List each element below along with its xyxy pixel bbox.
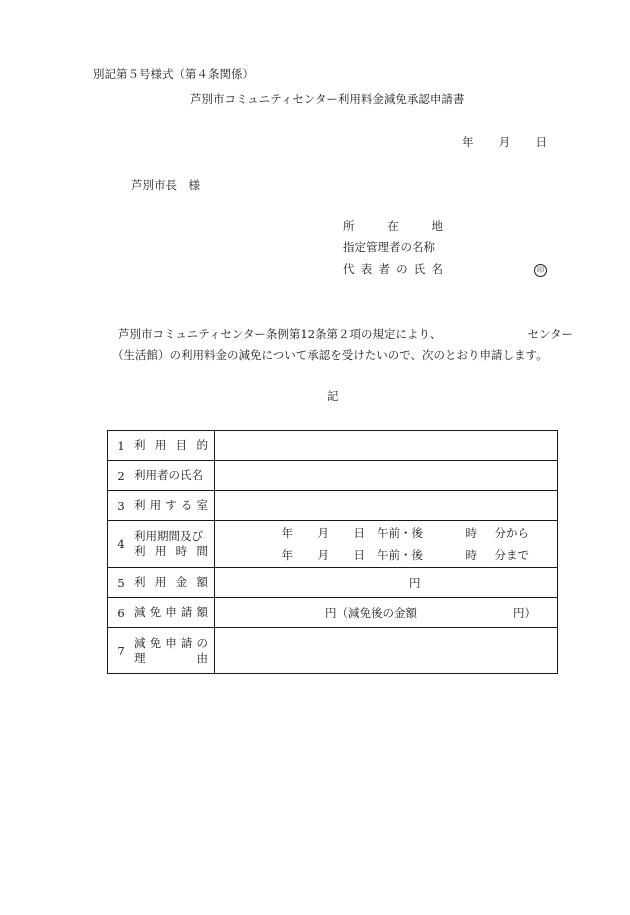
body-line-1-left: 芦別市コミュニティセンター条例第12条第２項の規定により、 bbox=[118, 327, 442, 341]
char: る bbox=[180, 498, 193, 512]
char: 用 bbox=[154, 438, 167, 452]
char: 地 bbox=[431, 219, 443, 233]
char: 減 bbox=[134, 605, 146, 619]
table-row bbox=[108, 431, 558, 461]
application-table bbox=[107, 430, 558, 674]
period-from-row bbox=[215, 522, 557, 544]
char: 室 bbox=[196, 498, 208, 512]
table-row bbox=[108, 568, 558, 598]
row-label bbox=[108, 598, 215, 628]
char: す bbox=[165, 498, 177, 512]
date-year: 年 bbox=[462, 135, 474, 149]
char: 理 bbox=[134, 650, 146, 665]
period-from: 分から bbox=[494, 526, 529, 540]
applicant-representative-label bbox=[343, 264, 443, 277]
period-to: 分まで bbox=[494, 548, 529, 562]
char: 申 bbox=[165, 635, 177, 650]
row-number: 5 bbox=[117, 575, 125, 590]
table-row bbox=[108, 521, 558, 568]
char: 用 bbox=[149, 498, 162, 512]
applicant-representative-row bbox=[343, 264, 547, 277]
row-number: 6 bbox=[117, 605, 125, 620]
period-to-row bbox=[215, 544, 557, 566]
date-day: 日 bbox=[535, 135, 547, 149]
row-label bbox=[108, 461, 215, 491]
char: 所 bbox=[343, 219, 355, 233]
row-label-text: 利用期間及び bbox=[134, 529, 203, 543]
char: 用 bbox=[154, 575, 167, 589]
table-row bbox=[108, 628, 558, 674]
form-number: 別記第５号様式（第４条関係） bbox=[93, 67, 254, 81]
char: 間 bbox=[196, 544, 208, 558]
char: 額 bbox=[196, 605, 208, 619]
document-title: 芦別市コミュニティセンター利用料金減免承認申請書 bbox=[190, 92, 465, 106]
char: 額 bbox=[196, 575, 208, 589]
char: 由 bbox=[196, 650, 208, 665]
char: 用 bbox=[154, 544, 167, 558]
row-number: 3 bbox=[117, 498, 125, 513]
date-month: 月 bbox=[498, 135, 511, 149]
char: 時 bbox=[175, 544, 188, 558]
row-label bbox=[108, 628, 215, 674]
row-number: 1 bbox=[117, 438, 125, 453]
period-year: 年 bbox=[281, 548, 293, 562]
char: 免 bbox=[149, 605, 162, 619]
char: 利 bbox=[134, 544, 146, 558]
row-label-text: 利用者の氏名 bbox=[134, 468, 203, 482]
period-month: 月 bbox=[317, 548, 329, 562]
purpose-field[interactable] bbox=[215, 431, 558, 461]
period-ampm: 午前・後 bbox=[377, 526, 423, 540]
char: 金 bbox=[175, 575, 188, 589]
period-hour: 時 bbox=[465, 548, 477, 562]
char: 表 bbox=[360, 262, 373, 276]
char: 免 bbox=[149, 635, 162, 650]
table-row bbox=[108, 598, 558, 628]
row-label bbox=[108, 521, 215, 568]
char: 申 bbox=[165, 605, 177, 619]
char: 氏 bbox=[413, 262, 426, 276]
body-line-2: （生活館）の利用料金の減免について承認を受けたいので、次のとおり申請します。 bbox=[112, 348, 548, 362]
row-label bbox=[108, 568, 215, 598]
char: 在 bbox=[387, 219, 399, 233]
applicant-address-label bbox=[343, 221, 443, 233]
period-field[interactable] bbox=[215, 521, 558, 568]
char: の bbox=[396, 262, 408, 276]
period-hour: 時 bbox=[465, 526, 477, 540]
row-label bbox=[108, 491, 215, 521]
char: 減 bbox=[134, 635, 146, 650]
date-line bbox=[462, 137, 547, 149]
fee-yen: 円 bbox=[409, 575, 421, 590]
reduction-field[interactable] bbox=[215, 598, 558, 628]
body-line-1-right: センター bbox=[527, 327, 573, 341]
char: 利 bbox=[134, 438, 146, 452]
row-number: 2 bbox=[117, 468, 125, 483]
char: 請 bbox=[180, 635, 193, 650]
user-name-field[interactable] bbox=[215, 461, 558, 491]
room-field[interactable] bbox=[215, 491, 558, 521]
row-number: 7 bbox=[117, 643, 125, 658]
applicant-manager-row bbox=[343, 242, 547, 254]
period-day: 日 bbox=[353, 526, 365, 540]
char: の bbox=[196, 635, 208, 650]
char: 者 bbox=[378, 262, 390, 276]
char: 名 bbox=[431, 262, 443, 276]
table-row bbox=[108, 491, 558, 521]
period-day: 日 bbox=[353, 548, 365, 562]
ki-heading: 記 bbox=[327, 389, 339, 403]
char: 請 bbox=[180, 605, 193, 619]
char: 目 bbox=[175, 438, 188, 452]
char: 代 bbox=[343, 262, 355, 276]
row-number: 4 bbox=[117, 537, 125, 551]
period-ampm: 午前・後 bbox=[377, 548, 423, 562]
reduction-left: 円（減免後の金額 bbox=[325, 605, 417, 620]
seal-icon: 印 bbox=[534, 264, 547, 277]
period-month: 月 bbox=[317, 526, 329, 540]
reason-field[interactable] bbox=[215, 628, 558, 674]
applicant-manager-label: 指定管理者の名称 bbox=[343, 240, 435, 254]
row-label bbox=[108, 431, 215, 461]
applicant-address-row bbox=[343, 221, 547, 233]
reduction-right: 円） bbox=[513, 605, 536, 620]
body-line-1 bbox=[118, 329, 573, 341]
table-row bbox=[108, 461, 558, 491]
fee-field[interactable] bbox=[215, 568, 558, 598]
char: 利 bbox=[134, 575, 146, 589]
char: 的 bbox=[196, 438, 208, 452]
char: 利 bbox=[134, 498, 146, 512]
period-year: 年 bbox=[281, 526, 293, 540]
addressee: 芦別市長 様 bbox=[131, 178, 200, 192]
